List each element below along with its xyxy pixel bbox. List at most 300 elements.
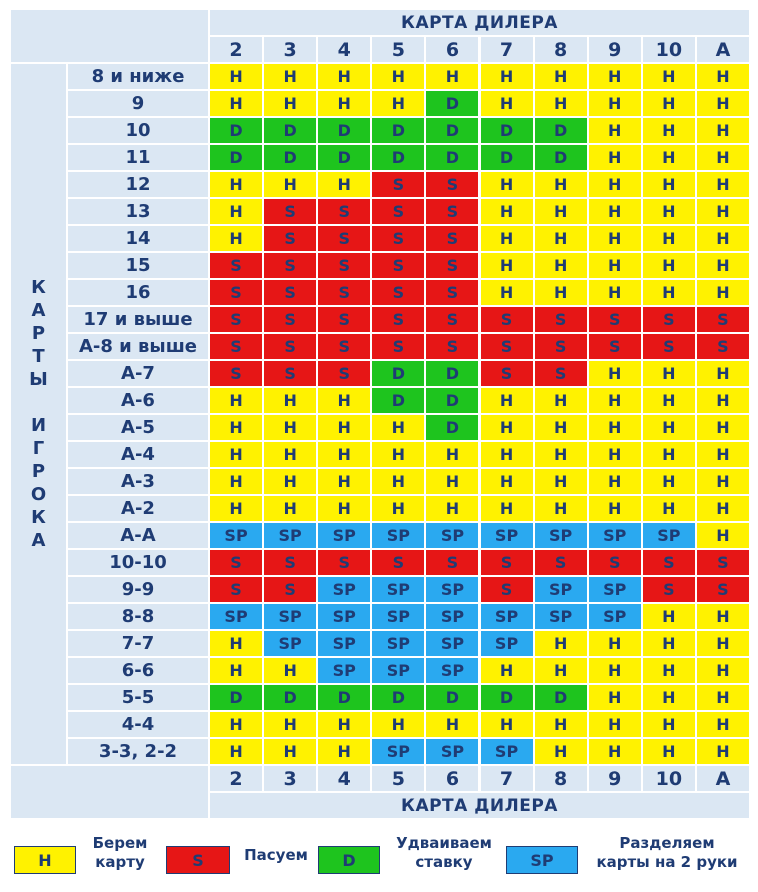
- action-cell: H: [588, 117, 642, 144]
- side-letter: К: [31, 277, 46, 298]
- action-cell: SP: [317, 603, 371, 630]
- action-cell: H: [425, 441, 479, 468]
- action-cell: S: [642, 333, 696, 360]
- action-cell: H: [317, 63, 371, 90]
- action-cell: D: [371, 387, 425, 414]
- action-cell: D: [425, 90, 479, 117]
- player-hand-label: 14: [67, 225, 209, 252]
- action-cell: H: [588, 252, 642, 279]
- action-cell: S: [371, 306, 425, 333]
- player-hand-label: 10-10: [67, 549, 209, 576]
- dealer-card-bottom-9: 9: [588, 765, 642, 792]
- dealer-card-top-A: A: [696, 36, 750, 63]
- action-cell: H: [209, 441, 263, 468]
- action-cell: S: [209, 306, 263, 333]
- action-cell: S: [696, 306, 750, 333]
- action-cell: D: [371, 117, 425, 144]
- player-hand-label: 13: [67, 198, 209, 225]
- action-cell: S: [588, 333, 642, 360]
- action-cell: H: [588, 225, 642, 252]
- action-cell: D: [209, 684, 263, 711]
- dealer-card-bottom-10: 10: [642, 765, 696, 792]
- action-cell: SP: [642, 522, 696, 549]
- action-cell: S: [480, 333, 534, 360]
- action-cell: H: [317, 711, 371, 738]
- action-cell: H: [588, 738, 642, 765]
- dealer-title-bottom: КАРТА ДИЛЕРА: [209, 792, 750, 819]
- action-cell: H: [642, 198, 696, 225]
- action-cell: H: [696, 63, 750, 90]
- action-cell: SP: [480, 738, 534, 765]
- action-cell: S: [317, 198, 371, 225]
- action-cell: H: [642, 225, 696, 252]
- dealer-card-bottom-7: 7: [480, 765, 534, 792]
- action-cell: D: [480, 117, 534, 144]
- action-cell: SP: [209, 603, 263, 630]
- dealer-card-bottom-6: 6: [425, 765, 479, 792]
- action-cell: H: [209, 738, 263, 765]
- action-cell: S: [642, 549, 696, 576]
- action-cell: H: [263, 738, 317, 765]
- action-cell: H: [263, 711, 317, 738]
- action-cell: H: [480, 198, 534, 225]
- action-cell: H: [425, 468, 479, 495]
- action-cell: SP: [263, 603, 317, 630]
- action-cell: S: [263, 198, 317, 225]
- dealer-card-top-8: 8: [534, 36, 588, 63]
- action-cell: H: [480, 171, 534, 198]
- action-cell: H: [588, 198, 642, 225]
- action-cell: H: [696, 657, 750, 684]
- action-cell: SP: [263, 630, 317, 657]
- action-cell: H: [480, 657, 534, 684]
- action-cell: H: [696, 630, 750, 657]
- action-cell: SP: [371, 738, 425, 765]
- side-letter: А: [31, 300, 46, 321]
- side-letter: Т: [32, 346, 45, 367]
- player-hand-label: А-4: [67, 441, 209, 468]
- legend-swatch-s: S: [166, 846, 230, 874]
- action-cell: H: [642, 117, 696, 144]
- action-cell: S: [317, 549, 371, 576]
- dealer-card-top-7: 7: [480, 36, 534, 63]
- player-hand-label: 12: [67, 171, 209, 198]
- action-cell: H: [263, 90, 317, 117]
- action-cell: H: [642, 360, 696, 387]
- action-cell: H: [209, 414, 263, 441]
- action-cell: H: [209, 225, 263, 252]
- action-cell: SP: [317, 576, 371, 603]
- action-cell: D: [371, 360, 425, 387]
- action-cell: S: [263, 360, 317, 387]
- action-cell: S: [425, 171, 479, 198]
- action-cell: S: [263, 225, 317, 252]
- action-cell: H: [317, 414, 371, 441]
- action-cell: D: [425, 414, 479, 441]
- action-cell: S: [534, 549, 588, 576]
- action-cell: H: [588, 360, 642, 387]
- action-cell: SP: [425, 522, 479, 549]
- side-letter: О: [30, 484, 47, 505]
- action-cell: H: [588, 468, 642, 495]
- action-cell: H: [209, 630, 263, 657]
- action-cell: H: [209, 198, 263, 225]
- action-cell: H: [534, 252, 588, 279]
- player-hand-label: А-6: [67, 387, 209, 414]
- action-cell: H: [480, 468, 534, 495]
- action-cell: D: [317, 684, 371, 711]
- action-cell: H: [371, 495, 425, 522]
- action-cell: SP: [371, 657, 425, 684]
- action-cell: H: [317, 468, 371, 495]
- side-letter: И: [30, 415, 47, 436]
- action-cell: H: [696, 198, 750, 225]
- action-cell: H: [642, 657, 696, 684]
- action-cell: H: [588, 441, 642, 468]
- legend-swatch-d: D: [318, 846, 380, 874]
- action-cell: H: [480, 495, 534, 522]
- player-hand-label: А-А: [67, 522, 209, 549]
- action-cell: H: [534, 414, 588, 441]
- action-cell: H: [534, 711, 588, 738]
- action-cell: H: [696, 90, 750, 117]
- action-cell: SP: [588, 576, 642, 603]
- player-hand-label: А-7: [67, 360, 209, 387]
- action-cell: SP: [317, 630, 371, 657]
- action-cell: D: [263, 117, 317, 144]
- action-cell: H: [263, 414, 317, 441]
- action-cell: H: [588, 171, 642, 198]
- action-cell: H: [696, 387, 750, 414]
- action-cell: S: [263, 279, 317, 306]
- action-cell: S: [425, 333, 479, 360]
- action-cell: D: [209, 117, 263, 144]
- action-cell: S: [263, 576, 317, 603]
- action-cell: S: [480, 576, 534, 603]
- action-cell: H: [263, 441, 317, 468]
- action-cell: H: [209, 495, 263, 522]
- legend-swatch-sp: SP: [506, 846, 578, 874]
- action-cell: S: [480, 360, 534, 387]
- action-cell: D: [480, 684, 534, 711]
- action-cell: SP: [480, 630, 534, 657]
- action-cell: H: [425, 63, 479, 90]
- action-cell: S: [209, 576, 263, 603]
- side-letter: К: [31, 507, 46, 528]
- action-cell: S: [209, 333, 263, 360]
- action-cell: D: [534, 144, 588, 171]
- action-cell: H: [480, 711, 534, 738]
- player-hand-label: А-2: [67, 495, 209, 522]
- side-letter: Р: [31, 323, 46, 344]
- action-cell: H: [534, 279, 588, 306]
- action-cell: H: [696, 252, 750, 279]
- player-hand-label: 3-3, 2-2: [67, 738, 209, 765]
- action-cell: H: [588, 414, 642, 441]
- player-hand-label: А-3: [67, 468, 209, 495]
- action-cell: H: [534, 198, 588, 225]
- action-cell: S: [263, 333, 317, 360]
- legend-label-sp: Разделяем карты на 2 руки: [596, 834, 738, 871]
- player-hand-label: 17 и выше: [67, 306, 209, 333]
- action-cell: SP: [534, 576, 588, 603]
- player-hand-label: 7-7: [67, 630, 209, 657]
- action-cell: H: [371, 63, 425, 90]
- action-cell: S: [425, 225, 479, 252]
- dealer-card-top-10: 10: [642, 36, 696, 63]
- action-cell: H: [588, 144, 642, 171]
- player-hand-label: 8 и ниже: [67, 63, 209, 90]
- dealer-title-top: КАРТА ДИЛЕРА: [209, 9, 750, 36]
- action-cell: H: [317, 495, 371, 522]
- action-cell: H: [642, 90, 696, 117]
- action-cell: D: [425, 117, 479, 144]
- action-cell: H: [480, 387, 534, 414]
- action-cell: H: [371, 468, 425, 495]
- action-cell: H: [371, 711, 425, 738]
- action-cell: H: [317, 90, 371, 117]
- action-cell: H: [642, 711, 696, 738]
- player-hand-label: 16: [67, 279, 209, 306]
- action-cell: S: [371, 279, 425, 306]
- action-cell: SP: [209, 522, 263, 549]
- action-cell: H: [642, 630, 696, 657]
- action-cell: SP: [534, 522, 588, 549]
- action-cell: S: [642, 306, 696, 333]
- action-cell: H: [209, 387, 263, 414]
- action-cell: D: [317, 117, 371, 144]
- action-cell: H: [480, 252, 534, 279]
- action-cell: SP: [425, 603, 479, 630]
- action-cell: H: [209, 468, 263, 495]
- action-cell: H: [371, 414, 425, 441]
- action-cell: H: [642, 144, 696, 171]
- action-cell: H: [588, 279, 642, 306]
- action-cell: SP: [534, 603, 588, 630]
- action-cell: H: [371, 441, 425, 468]
- action-cell: H: [317, 387, 371, 414]
- action-cell: S: [209, 360, 263, 387]
- side-letter: Ы: [29, 369, 48, 390]
- action-cell: SP: [425, 630, 479, 657]
- action-cell: D: [263, 144, 317, 171]
- action-cell: S: [317, 279, 371, 306]
- action-cell: D: [317, 144, 371, 171]
- action-cell: H: [263, 657, 317, 684]
- player-hand-label: 6-6: [67, 657, 209, 684]
- player-hand-label: 9: [67, 90, 209, 117]
- action-cell: SP: [425, 576, 479, 603]
- action-cell: H: [588, 495, 642, 522]
- action-cell: H: [696, 711, 750, 738]
- action-cell: D: [534, 117, 588, 144]
- action-cell: S: [371, 198, 425, 225]
- dealer-card-top-2: 2: [209, 36, 263, 63]
- action-cell: H: [371, 90, 425, 117]
- action-cell: H: [425, 711, 479, 738]
- action-cell: S: [209, 279, 263, 306]
- legend-label-s: Пасуем: [244, 846, 308, 864]
- action-cell: H: [696, 360, 750, 387]
- action-cell: H: [642, 603, 696, 630]
- action-cell: H: [642, 495, 696, 522]
- legend-label-d: Удваиваем ставку: [396, 834, 492, 871]
- action-cell: H: [209, 90, 263, 117]
- action-cell: D: [425, 144, 479, 171]
- table-corner-bottom: [10, 765, 209, 819]
- legend: [0, 828, 758, 892]
- action-cell: S: [588, 306, 642, 333]
- action-cell: S: [425, 279, 479, 306]
- action-cell: S: [263, 549, 317, 576]
- action-cell: S: [425, 198, 479, 225]
- action-cell: H: [642, 441, 696, 468]
- action-cell: H: [534, 657, 588, 684]
- action-cell: H: [642, 414, 696, 441]
- action-cell: H: [209, 711, 263, 738]
- action-cell: H: [534, 90, 588, 117]
- action-cell: SP: [371, 603, 425, 630]
- action-cell: H: [263, 468, 317, 495]
- action-cell: H: [696, 738, 750, 765]
- table-corner: [10, 9, 209, 63]
- action-cell: H: [209, 171, 263, 198]
- action-cell: H: [696, 603, 750, 630]
- action-cell: H: [263, 495, 317, 522]
- action-cell: S: [317, 306, 371, 333]
- action-cell: S: [425, 252, 479, 279]
- action-cell: S: [480, 549, 534, 576]
- action-cell: H: [696, 414, 750, 441]
- action-cell: H: [317, 738, 371, 765]
- action-cell: H: [588, 657, 642, 684]
- action-cell: H: [534, 630, 588, 657]
- action-cell: H: [534, 63, 588, 90]
- action-cell: H: [209, 63, 263, 90]
- action-cell: SP: [588, 522, 642, 549]
- action-cell: H: [696, 441, 750, 468]
- action-cell: SP: [588, 603, 642, 630]
- action-cell: H: [696, 225, 750, 252]
- action-cell: S: [371, 549, 425, 576]
- action-cell: H: [696, 468, 750, 495]
- legend-label-h: Берем карту: [92, 834, 148, 871]
- action-cell: H: [534, 468, 588, 495]
- action-cell: H: [534, 441, 588, 468]
- action-cell: H: [588, 90, 642, 117]
- action-cell: S: [588, 549, 642, 576]
- strategy-table: [10, 9, 750, 821]
- action-cell: S: [371, 333, 425, 360]
- action-cell: S: [317, 360, 371, 387]
- action-cell: S: [209, 252, 263, 279]
- action-cell: SP: [480, 522, 534, 549]
- action-cell: H: [642, 468, 696, 495]
- action-cell: S: [371, 225, 425, 252]
- dealer-card-bottom-5: 5: [371, 765, 425, 792]
- dealer-card-bottom-8: 8: [534, 765, 588, 792]
- side-letter: Р: [31, 461, 46, 482]
- action-cell: H: [642, 684, 696, 711]
- action-cell: H: [480, 90, 534, 117]
- player-hand-label: 9-9: [67, 576, 209, 603]
- action-cell: H: [263, 63, 317, 90]
- action-cell: H: [480, 414, 534, 441]
- action-cell: H: [588, 684, 642, 711]
- action-cell: H: [696, 495, 750, 522]
- dealer-card-top-6: 6: [425, 36, 479, 63]
- action-cell: S: [696, 576, 750, 603]
- action-cell: H: [480, 63, 534, 90]
- action-cell: S: [425, 549, 479, 576]
- action-cell: SP: [317, 522, 371, 549]
- action-cell: S: [534, 360, 588, 387]
- player-side-label: [10, 63, 67, 765]
- action-cell: H: [696, 522, 750, 549]
- action-cell: H: [263, 387, 317, 414]
- action-cell: H: [696, 279, 750, 306]
- player-hand-label: 4-4: [67, 711, 209, 738]
- dealer-card-top-4: 4: [317, 36, 371, 63]
- action-cell: H: [534, 495, 588, 522]
- action-cell: S: [263, 252, 317, 279]
- action-cell: SP: [371, 522, 425, 549]
- action-cell: H: [696, 117, 750, 144]
- action-cell: S: [209, 549, 263, 576]
- action-cell: H: [588, 387, 642, 414]
- action-cell: H: [317, 171, 371, 198]
- legend-swatch-h: H: [14, 846, 76, 874]
- action-cell: D: [371, 144, 425, 171]
- action-cell: S: [534, 306, 588, 333]
- action-cell: H: [696, 684, 750, 711]
- action-cell: H: [480, 441, 534, 468]
- action-cell: S: [371, 171, 425, 198]
- player-hand-label: А-5: [67, 414, 209, 441]
- action-cell: S: [534, 333, 588, 360]
- action-cell: H: [696, 144, 750, 171]
- action-cell: H: [588, 711, 642, 738]
- player-hand-label: А-8 и выше: [67, 333, 209, 360]
- player-hand-label: 11: [67, 144, 209, 171]
- action-cell: H: [480, 279, 534, 306]
- action-cell: D: [534, 684, 588, 711]
- action-cell: H: [642, 279, 696, 306]
- action-cell: H: [534, 225, 588, 252]
- action-cell: SP: [371, 576, 425, 603]
- action-cell: H: [642, 387, 696, 414]
- action-cell: D: [425, 387, 479, 414]
- action-cell: H: [642, 738, 696, 765]
- player-hand-label: 5-5: [67, 684, 209, 711]
- action-cell: H: [534, 387, 588, 414]
- action-cell: D: [425, 684, 479, 711]
- action-cell: S: [371, 252, 425, 279]
- action-cell: D: [425, 360, 479, 387]
- player-hand-label: 8-8: [67, 603, 209, 630]
- action-cell: D: [480, 144, 534, 171]
- dealer-card-top-5: 5: [371, 36, 425, 63]
- action-cell: H: [642, 252, 696, 279]
- dealer-card-bottom-2: 2: [209, 765, 263, 792]
- action-cell: H: [534, 738, 588, 765]
- action-cell: D: [263, 684, 317, 711]
- dealer-card-bottom-4: 4: [317, 765, 371, 792]
- player-hand-label: 10: [67, 117, 209, 144]
- action-cell: D: [371, 684, 425, 711]
- action-cell: S: [317, 252, 371, 279]
- action-cell: H: [588, 63, 642, 90]
